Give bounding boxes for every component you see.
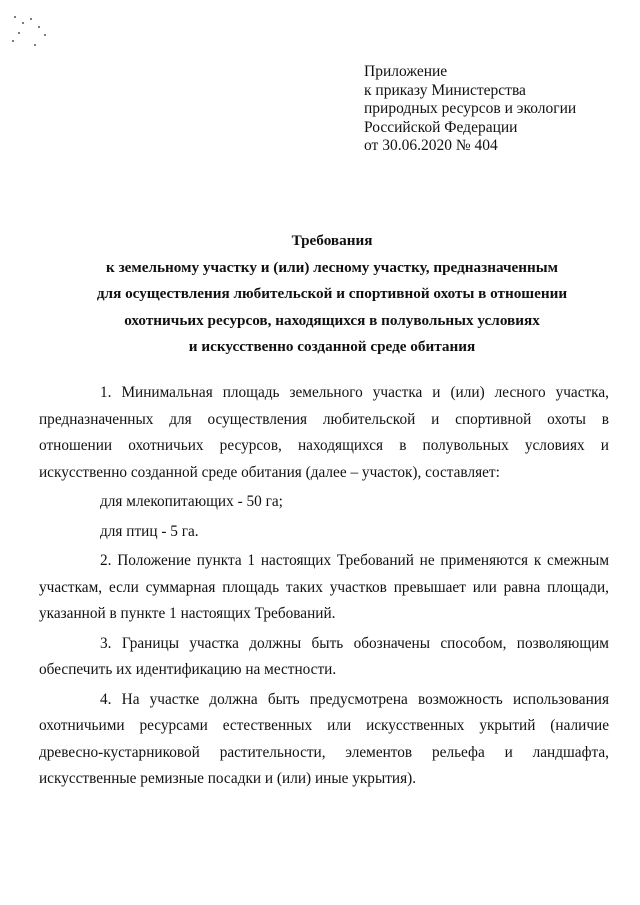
title-line: и искусственно созданной среде обитания [188, 338, 476, 356]
paragraph-1-line: отношении охотничьих ресурсов, находящихся в полувольных условиях и [39, 437, 609, 454]
document-title [40, 228, 624, 361]
scan-specks [8, 14, 58, 54]
paragraph-2-line: указанной в пункте 1 настоящих Требований. [39, 605, 336, 622]
paragraph-1-line: 1. Минимальная площадь земельного участка и (или) лесного участка, [100, 384, 609, 401]
annex-line: от 30.06.2020 № 404 [364, 137, 498, 155]
paragraph-3-line: 3. Границы участка должны быть обозначены способом, позволяющим [100, 634, 609, 652]
birds-area: для птиц - 5 га. [100, 522, 199, 540]
paragraph-4-line: древесно-кустарниковой растительности, элементов рельефа и ландшафта, [39, 743, 609, 761]
annex-line: Российской Федерации [364, 118, 518, 136]
title-line: Требования [291, 232, 373, 249]
paragraph-2-line: 2. Положение пункта 1 настоящих Требований не применяются к смежным [100, 552, 609, 569]
paragraph-3-line: обеспечить их идентификацию на местности. [39, 661, 337, 678]
paragraph-2-line: участкам, если суммарная площадь таких участков превышает или равна площади, [39, 578, 609, 596]
annex-line: к приказу Министерства [364, 81, 526, 99]
title-line: к земельному участку и (или) лесному участку, предназначенным [106, 258, 558, 276]
paragraph-1-line: искусственно созданной среде обитания (далее – участок), составляет: [39, 463, 500, 481]
annex-line: Приложение [364, 63, 448, 80]
document-body [39, 380, 609, 793]
paragraph-1-line: предназначенных для осуществления любительской и спортивной охоты в [39, 410, 609, 428]
paragraph-4-line: искусственные ремизные посадки и (или) иные укрытия). [39, 770, 417, 787]
paragraph-4-line: охотничьими ресурсами естественных или искусственных укрытий (наличие [39, 717, 609, 734]
annex-header [364, 63, 576, 156]
title-line: охотничьих ресурсов, находящихся в полувольных условиях [124, 311, 540, 329]
paragraph-4-line: 4. На участке должна быть предусмотрена возможность использования [100, 690, 609, 708]
mammals-area: для млекопитающих - 50 га; [100, 493, 283, 510]
annex-line: природных ресурсов и экологии [364, 100, 577, 118]
title-line: для осуществления любительской и спортивной охоты в отношении [96, 285, 568, 303]
